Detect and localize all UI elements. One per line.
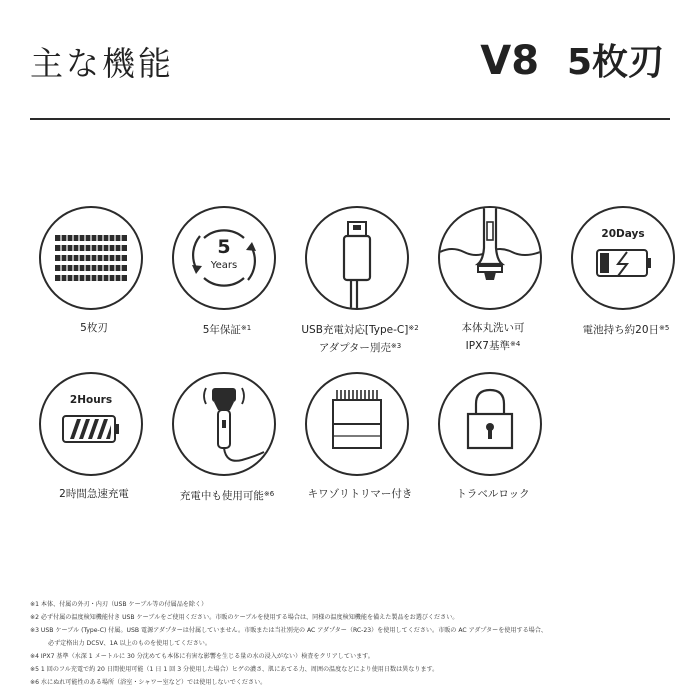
feature-label: キワゾリトリマー付き: [307, 488, 413, 500]
footnote: ※2 必ず付属の温度検知機能付き USB ケーブルをご使用ください。市販のケーブルを使用する場合は、同様の温度検知機能を備えた製品をお選びください。: [30, 614, 459, 621]
feature-label: 充電中も使用可能$^{※6}$: [179, 490, 275, 502]
feature-label: 2時間急速充電: [59, 488, 129, 500]
footnotes: [30, 598, 670, 689]
lock-icon: [438, 372, 542, 476]
header-divider: [30, 118, 670, 120]
warranty-years-unit: Years: [210, 260, 238, 271]
model-number: V8: [480, 38, 540, 84]
feature-label: トラベルロック: [456, 488, 530, 500]
footnote: ※1 本体、付属の外刃・内刃（USB ケーブル等の付属品を除く）: [30, 601, 208, 608]
feature-label: 5枚刃: [80, 322, 108, 334]
page-title: 主な機能: [30, 44, 174, 83]
footnote: ※6 水にぬれ可能性のある場所（浴室・シャワー室など）では使用しないでください。: [30, 679, 267, 686]
model-blades: 5枚刃: [566, 42, 664, 83]
charge-hours-text: 2Hours: [69, 394, 113, 406]
battery-20days-icon: [571, 206, 675, 310]
feature-label: USB充電対応[Type-C]$^{※2}$ アダプター別売$^{※3}$: [301, 324, 419, 354]
blades-icon: [39, 206, 143, 310]
model-name: [480, 34, 664, 85]
washable-shaver-icon: [438, 206, 542, 310]
usb-cable-icon: [305, 206, 409, 310]
shaver-charging-icon: [172, 372, 276, 476]
feature-label: 本体丸洗い可 IPX7基準$^{※4}$: [461, 322, 525, 352]
footnote: ※5 1 回のフル充電で約 20 日間使用可能（1 日 1 回 3 分使用した場合）ヒゲの濃さ、肌にあてる力、周囲の温度などにより使用日数は異なります。: [30, 666, 439, 673]
warranty-years-number: 5: [217, 236, 231, 258]
footnote: ※4 IPX7 基準（水深 1 メートルに 30 分沈めても本体に有害な影響を生じる量の水の浸入がない）検査をクリアしています。: [30, 653, 374, 660]
feature-label: 5年保証$^{※1}$: [202, 324, 252, 336]
footnote: ※3 USB ケーブル (Type-C) 付属。USB 電源アダプターは付属していません。市販または当社別売の AC アダプター（RC-23）を使用してください。市販の AC アダプターを使用する場合、: [30, 627, 547, 634]
quick-charge-icon: [39, 372, 143, 476]
battery-days-text: 20Days: [601, 228, 645, 240]
warranty-icon: [172, 206, 276, 310]
trimmer-icon: [305, 372, 409, 476]
feature-label: 電池持ち約20日$^{※5}$: [582, 324, 670, 336]
footnote: 必ず定格出力 DC5V、1A 以上のものを使用してください。: [48, 640, 211, 647]
